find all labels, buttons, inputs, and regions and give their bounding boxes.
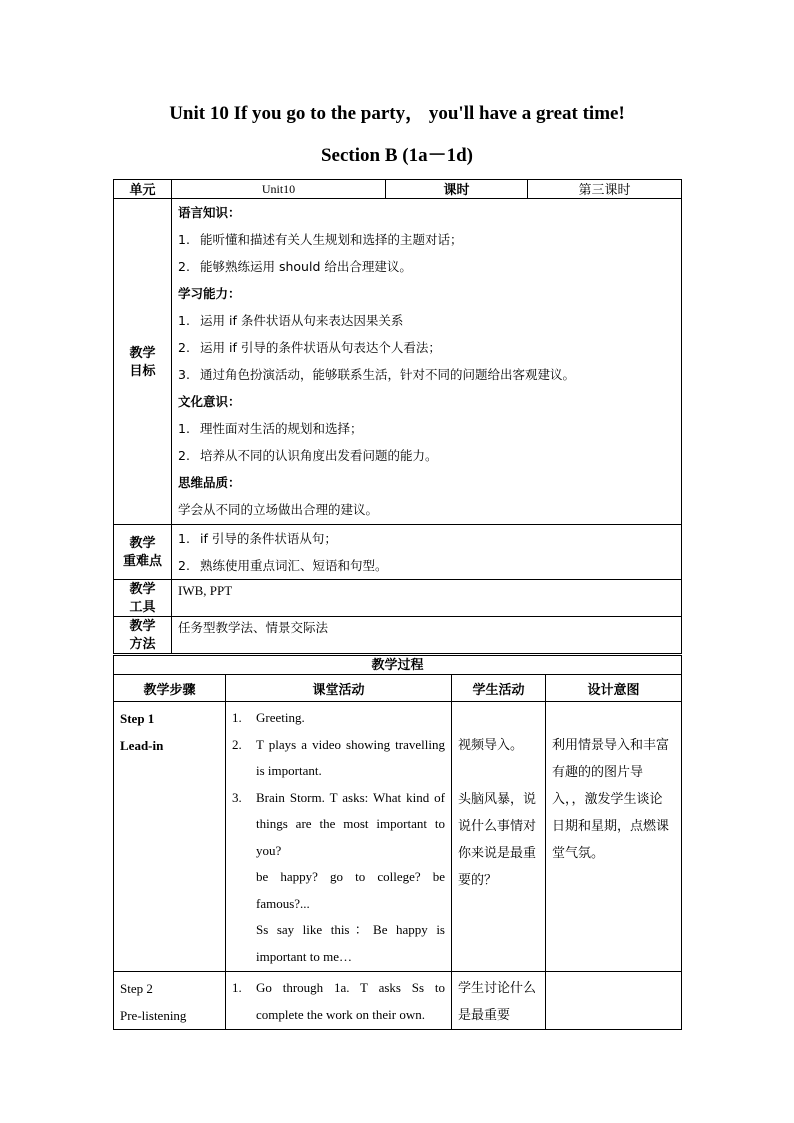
keypoints-label: 教学 重难点	[114, 525, 172, 580]
process-table	[113, 655, 682, 1030]
keypoints-content	[172, 525, 682, 580]
thinking-text: 学会从不同的立场做出合理的建议。	[178, 502, 379, 517]
goals-label-1: 教学	[129, 344, 156, 360]
goals-content	[172, 199, 682, 525]
tools-label: 教学 工具	[114, 580, 172, 617]
activity-item: 1. Go through 1a. T asks Ss to complete the work on their own.	[232, 980, 445, 1022]
culture-item: 1. 理性面对生活的规划和选择；	[178, 421, 363, 436]
methods-value: 任务型教学法、情景交际法	[172, 617, 682, 654]
activity-item: 2. T plays a video showing travelling is important.	[232, 736, 445, 778]
process-heading: 教学过程	[114, 656, 682, 675]
lang-item: 1. 能听懂和描述有关人生规划和选择的主题对话；	[178, 232, 463, 247]
tools-value: IWB, PPT	[172, 580, 682, 617]
ability-item: 2. 运用 if 引导的条件状语从句表达个人看法；	[178, 340, 441, 355]
goals-label-2: 目标	[129, 362, 156, 378]
lang-item: 2. 能够熟练运用 should 给出合理建议。	[178, 259, 412, 274]
document-title: Unit 10 If you go to the party， you'll have a great time!	[169, 103, 625, 124]
col-student: 学生活动	[452, 675, 546, 702]
step1-name: Step 1 Lead-in	[114, 702, 226, 972]
culture-item: 2. 培养从不同的认识角度出发看问题的能力。	[178, 448, 438, 463]
step2-design	[546, 972, 682, 1030]
ability-heading: 学习能力：	[178, 286, 241, 301]
unit-value: Unit10	[172, 180, 386, 199]
keypoint-item: 2. 熟练使用重点词汇、短语和句型。	[178, 558, 388, 573]
activity-item: be happy? go to college? be famous?...	[256, 869, 445, 911]
lesson-label: 课时	[386, 180, 528, 199]
activity-item: 1. Greeting.	[232, 710, 305, 725]
col-activity: 课堂活动	[226, 675, 452, 702]
lang-heading: 语言知识：	[178, 205, 241, 220]
activity-item: Ss say like this：Be happy is important to me…	[256, 922, 445, 964]
step2-student: 学生讨论什么是最重要	[452, 972, 546, 1030]
methods-label: 教学 方法	[114, 617, 172, 654]
col-design: 设计意图	[546, 675, 682, 702]
thinking-heading: 思维品质：	[178, 475, 241, 490]
culture-heading: 文化意识：	[178, 394, 241, 409]
step2-activity	[226, 972, 452, 1030]
col-step: 教学步骤	[114, 675, 226, 702]
step2-name: Step 2 Pre-listening	[114, 972, 226, 1030]
step1-design: 利用情景导入和丰富有趣的的图片导入，，激发学生谈论日期和星期，点燃课堂气氛。	[546, 702, 682, 972]
activity-item: 3. Brain Storm. T asks: What kind of things are the most important to you?	[232, 789, 445, 858]
ability-item: 1. 运用 if 条件状语从句来表达因果关系	[178, 313, 404, 328]
unit-label: 单元	[114, 180, 172, 199]
goals-label	[114, 199, 172, 525]
step1-student: 视频导入。 头脑风暴，说说什么事情对你来说是最重要的？	[452, 702, 546, 972]
ability-item: 3. 通过角色扮演活动，能够联系生活，针对不同的问题给出客观建议。	[178, 367, 576, 382]
lesson-info-table	[113, 179, 682, 654]
step1-activity	[226, 702, 452, 972]
lesson-value: 第三课时	[528, 180, 682, 199]
keypoint-item: 1. if 引导的条件状语从句；	[178, 531, 337, 546]
document-subtitle: Section B (1a－1d)	[320, 145, 473, 166]
